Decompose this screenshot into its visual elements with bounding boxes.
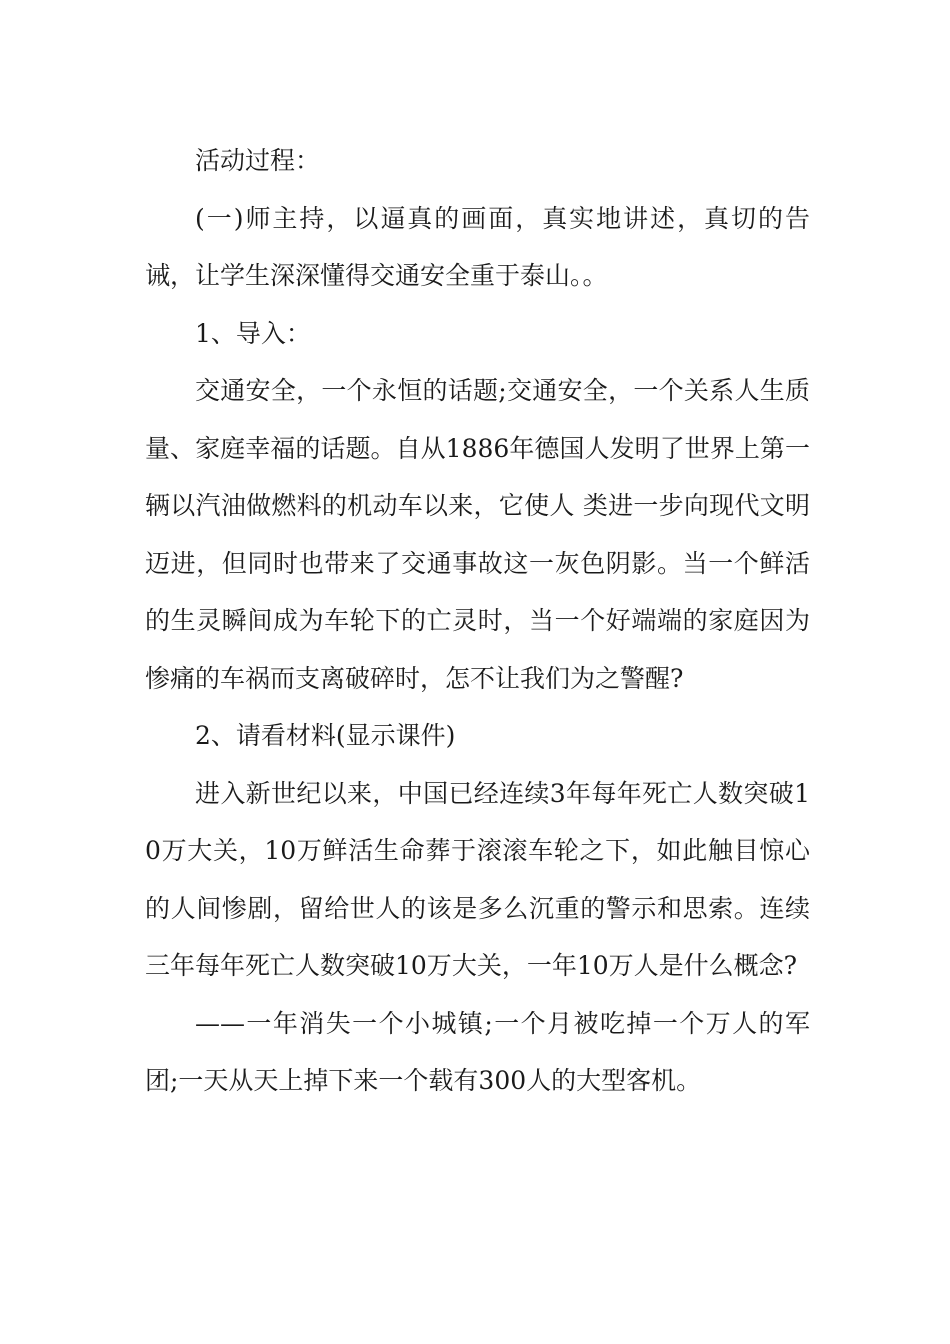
subheading-introduction: 1、导入： (195, 318, 311, 348)
paragraph-comparison: ——一年消失一个小城镇;一个月被吃掉一个万人的军团;一天从天上掉下来一个载有300人的大型客机。 (145, 1008, 810, 1095)
subheading-materials: 2、请看材料(显示课件) (195, 721, 456, 750)
section-heading-activity-process: 活动过程： (195, 146, 321, 175)
document-body (145, 132, 810, 1110)
paragraph-death-statistics: 进入新世纪以来，中国已经连续3年每年死亡人数突破10万大关，10万鲜活生命葬于滚滚车轮之下，如此触目惊心的人间惨剧，留给世人的该是多么沉重的警示和思索。连续三年每年死亡人数突破10万大关，一年10万人是什么概念? (145, 778, 810, 980)
paragraph-traffic-safety-topic: 交通安全，一个永恒的话题;交通安全，一个关系人生质量、家庭幸福的话题。自从1886年德国人发明了世界上第一辆以汽油做燃料的机动车以来，它使人 类进一步向现代文明迈进，但同时也带来了交通事故这一灰色阴影。当一个鲜活的生灵瞬间成为车轮下的亡灵时，当一个好端端的家庭因为惨痛的车祸而支离破碎时，怎不让我们为之警醒? (145, 376, 810, 693)
paragraph-teacher-host: (一)师主持，以逼真的画面，真实地讲述，真切的告诫，让学生深深懂得交通安全重于泰山。。 (145, 203, 810, 290)
